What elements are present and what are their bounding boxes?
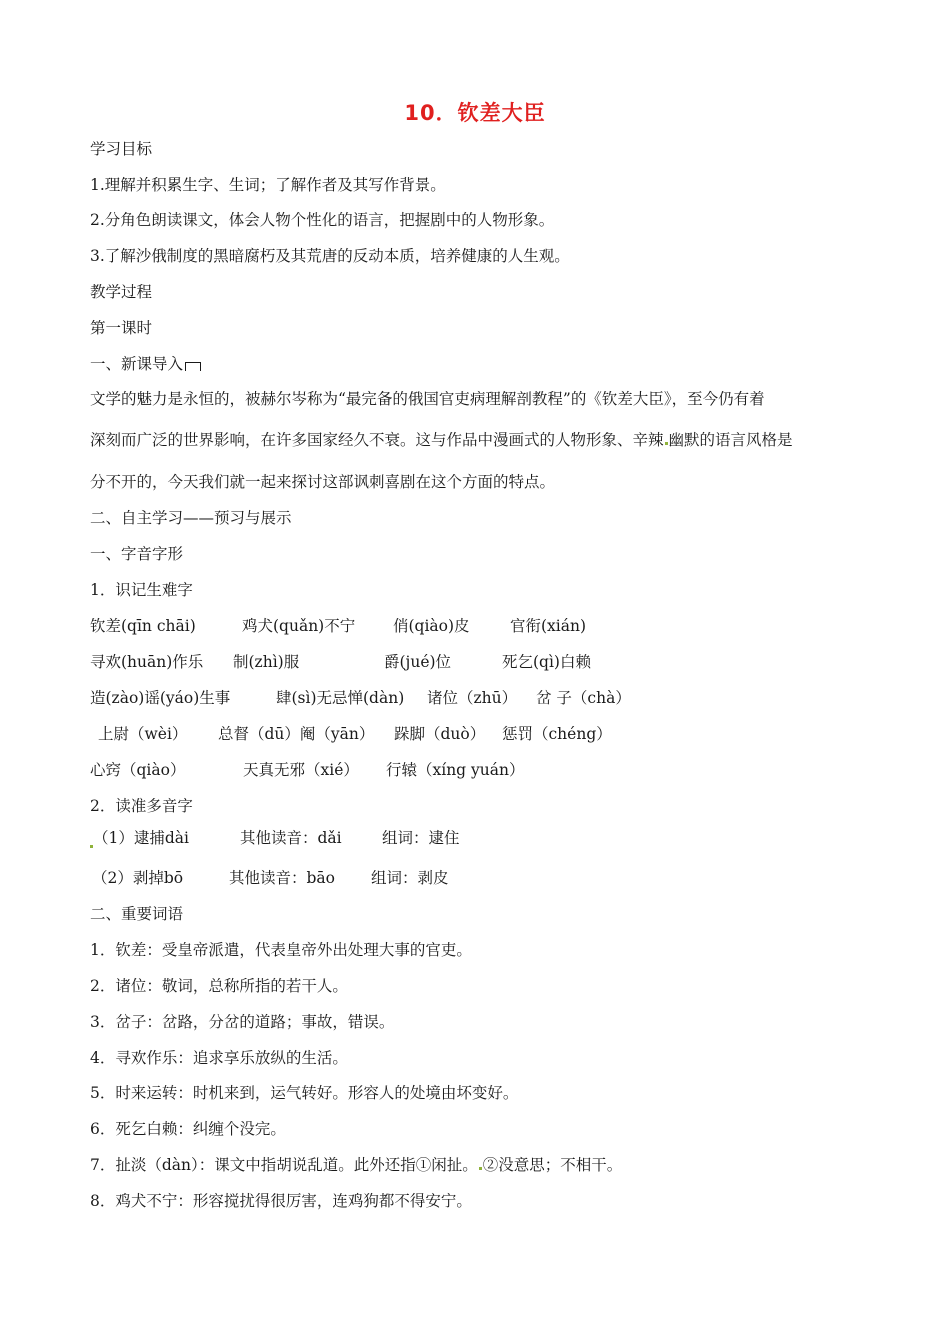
intro-heading	[90, 354, 201, 374]
polyphone-heading: 2．读准多音字	[90, 797, 193, 815]
vocab-item: 6．死乞白赖：纠缠个没完。	[90, 1120, 286, 1138]
vocab-item	[90, 1155, 622, 1175]
intro-heading-text: 一、新课导入	[90, 355, 184, 373]
vocab-item: 3．岔子：岔路，分岔的道路；事故，错误。	[90, 1013, 395, 1031]
vocab-item: 8．鸡犬不宁：形容搅扰得很厉害，连鸡狗都不得安宁。	[90, 1192, 472, 1210]
char-entry: 鸡犬(quǎn)不宁	[242, 617, 356, 635]
char-entry: 跺脚（duò）	[394, 725, 486, 743]
char-entry: 诸位（zhū）	[427, 689, 518, 707]
marker-dot-icon	[665, 442, 668, 445]
polyphone-word: 组词：逮住	[382, 829, 460, 847]
polyphone-entry: （2）剥掉bō	[92, 869, 184, 887]
document-title: 10．钦差大臣	[404, 101, 546, 125]
char-entry: 寻欢(huān)作乐	[90, 653, 204, 671]
objective-item: 1.理解并积累生字、生词；了解作者及其写作背景。	[90, 176, 446, 194]
char-entry: 天真无邪（xié）	[243, 761, 359, 779]
vocab-heading: 二、重要词语	[90, 905, 184, 923]
objective-item: 2.分角色朗读课文，体会人物个性化的语言，把握剧中的人物形象。	[90, 211, 555, 229]
char-entry: 肆(sì)无忌惮(dàn)	[276, 689, 405, 707]
intro-paragraph-line	[90, 430, 862, 450]
char-entry: 惩罚（chéng）	[502, 725, 612, 743]
char-entry: 行辕（xíng yuán）	[386, 761, 525, 779]
polyphone-word: 组词：剥皮	[371, 869, 449, 887]
polyphone-entry: （1）逮捕dài	[93, 829, 189, 847]
char-entry: 爵(jué)位	[384, 653, 452, 671]
lesson-label: 第一课时	[90, 319, 153, 337]
vocab-item: 5．时来运转：时机来到，运气转好。形容人的处境由坏变好。	[90, 1084, 519, 1102]
vocab-item-text: 7．扯淡（dàn）：课文中指胡说乱道。此外还指①闲扯。	[90, 1156, 478, 1174]
char-entry: 总督（dū）阉（yān）	[218, 725, 375, 743]
polyphone-reading: 其他读音：dǎi	[240, 829, 342, 847]
char-entry: 钦差(qīn chāi)	[90, 617, 196, 635]
self-study-heading: 二、自主学习——预习与展示	[90, 509, 292, 527]
char-entry: 官衔(xián)	[510, 617, 587, 635]
char-entry: 制(zhì)服	[233, 653, 300, 671]
vocab-item-text: ②没意思；不相干。	[482, 1156, 623, 1174]
edit-mark-icon	[185, 362, 201, 371]
intro-paragraph-line: 文学的魅力是永恒的，被赫尔岑称为“最完备的俄国官吏病理解剖教程”的《钦差大臣》，至今仍有着	[90, 390, 765, 408]
hard-chars-heading: 1．识记生难字	[90, 581, 193, 599]
char-entry: 造(zào)谣(yáo)生事	[90, 689, 231, 707]
pronunciation-heading: 一、字音字形	[90, 545, 184, 563]
objective-item: 3.了解沙俄制度的黑暗腐朽及其荒唐的反动本质，培养健康的人生观。	[90, 247, 570, 265]
process-heading: 教学过程	[90, 283, 153, 301]
intro-paragraph-line: 分不开的，今天我们就一起来探讨这部讽刺喜剧在这个方面的特点。	[90, 473, 556, 491]
char-entry: 心窍（qiào）	[90, 761, 186, 779]
char-entry: 俏(qiào)皮	[393, 617, 470, 635]
vocab-item: 2．诸位：敬词，总称所指的若干人。	[90, 977, 348, 995]
marker-dot-icon	[479, 1167, 482, 1170]
intro-paragraph-text: 幽默的语言风格是	[668, 431, 793, 449]
char-entry: 死乞(qì)白赖	[502, 653, 591, 671]
vocab-item: 1．钦差：受皇帝派遣，代表皇帝外出处理大事的官吏。	[90, 941, 472, 959]
vocab-item: 4．寻欢作乐：追求享乐放纵的生活。	[90, 1049, 348, 1067]
intro-paragraph-text: 深刻而广泛的世界影响，在许多国家经久不衰。这与作品中漫画式的人物形象、辛辣	[90, 431, 664, 449]
char-entry: 岔 子（chà）	[536, 689, 631, 707]
polyphone-reading: 其他读音：bāo	[229, 869, 335, 887]
objectives-heading: 学习目标	[90, 140, 153, 158]
char-entry: 上尉（wèi）	[98, 725, 188, 743]
